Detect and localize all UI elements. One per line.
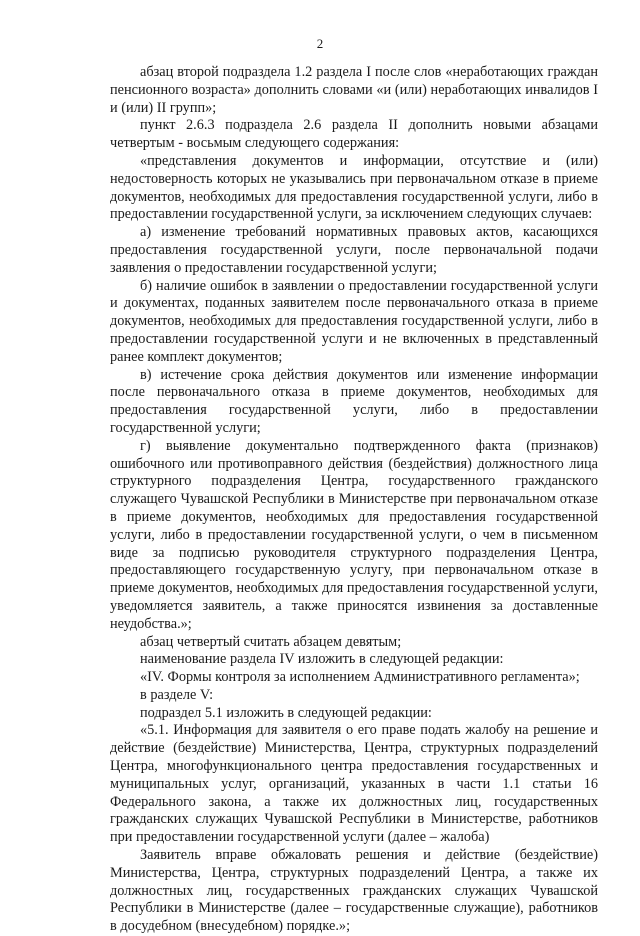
paragraph: подраздел 5.1 изложить в следующей редакции: <box>140 704 432 721</box>
paragraph: в разделе V: <box>140 686 214 703</box>
paragraph: Заявитель вправе обжаловать решения и действие (бездействие) Министерства, Центра, структурных подразделений Центра, а также их должностных лиц, государственных гражданских служащих Чувашской Республики в Министерстве (далее – государственные служащие), работников в досудебном (внесудебном) порядке.»; <box>110 847 598 935</box>
paragraph: «5.1. Информация для заявителя о его праве подать жалобу на решение и действие (бездействие) Министерства, Центра, структурных подразделений Центра, многофункционального центра предоставления государственных и муниципальных услуг, организаций, указанных в части 1.1 статьи 16 Федерального закона, а также их должностных лиц, государственных гражданских служащих Чувашской Республики в Министерстве, работников при предоставлении государственной услуги (далее – жалоба) <box>110 722 598 846</box>
paragraph: а) изменение требований нормативных правовых актов, касающихся предоставления государственной услуги, после первоначальной подачи заявления о предоставлении государственной услуги; <box>110 224 598 276</box>
paragraph: б) наличие ошибок в заявлении о предоставлении государственной услуги и документах, поданных заявителем после первоначального отказа в приеме документов, необходимых для предоставления государственной услуги, либо в предоставлении государственной услуги и не включенных в представленный ранее комплект документов; <box>110 277 598 365</box>
paragraph: «представления документов и информации, отсутствие и (или) недостоверность которых не указывались при первоначальном отказе в приеме документов, необходимых для предоставления государственной услуги, либо в предоставлении государственной услуги, за исключением следующих случаев: <box>110 152 598 223</box>
document-body <box>110 64 598 936</box>
page-number: 2 <box>316 36 324 51</box>
paragraph: пункт 2.6.3 подраздела 2.6 раздела II дополнить новыми абзацами четвертым - восьмым следующего содержания: <box>110 117 598 152</box>
paragraph: в) истечение срока действия документов или изменение информации после первоначального отказа в приеме документов, необходимых для предоставления государственной услуги, либо в предоставлении государственной услуги; <box>110 366 598 436</box>
paragraph: «IV. Формы контроля за исполнением Административного регламента»; <box>140 669 580 686</box>
paragraph: г) выявление документально подтвержденного факта (признаков) ошибочного или противоправного действия (бездействия) должностного лица структурного подразделения Центра, государственного гражданского служащего Чувашской Республики в Министерстве при первоначальном отказе в приеме документов, необходимых для предоставления государственной услуги, либо в предоставлении государственной услуги, о чем в письменном виде за подписью руководителя структурного подразделения Центра, предоставляющего государственную услугу, при первоначальном отказе в приеме документов, необходимых для предоставления государственной услуги, уведомляется заявитель, а также приносятся извинения за доставленные неудобства.»; <box>110 437 598 632</box>
paragraph: абзац второй подраздела 1.2 раздела I после слов «неработающих граждан пенсионного возраста» дополнить словами «и (или) неработающих инвалидов I и (или) II групп»; <box>110 64 598 116</box>
paragraph: наименование раздела IV изложить в следующей редакции: <box>140 651 504 668</box>
paragraph: абзац четвертый считать абзацем девятым; <box>140 633 402 650</box>
